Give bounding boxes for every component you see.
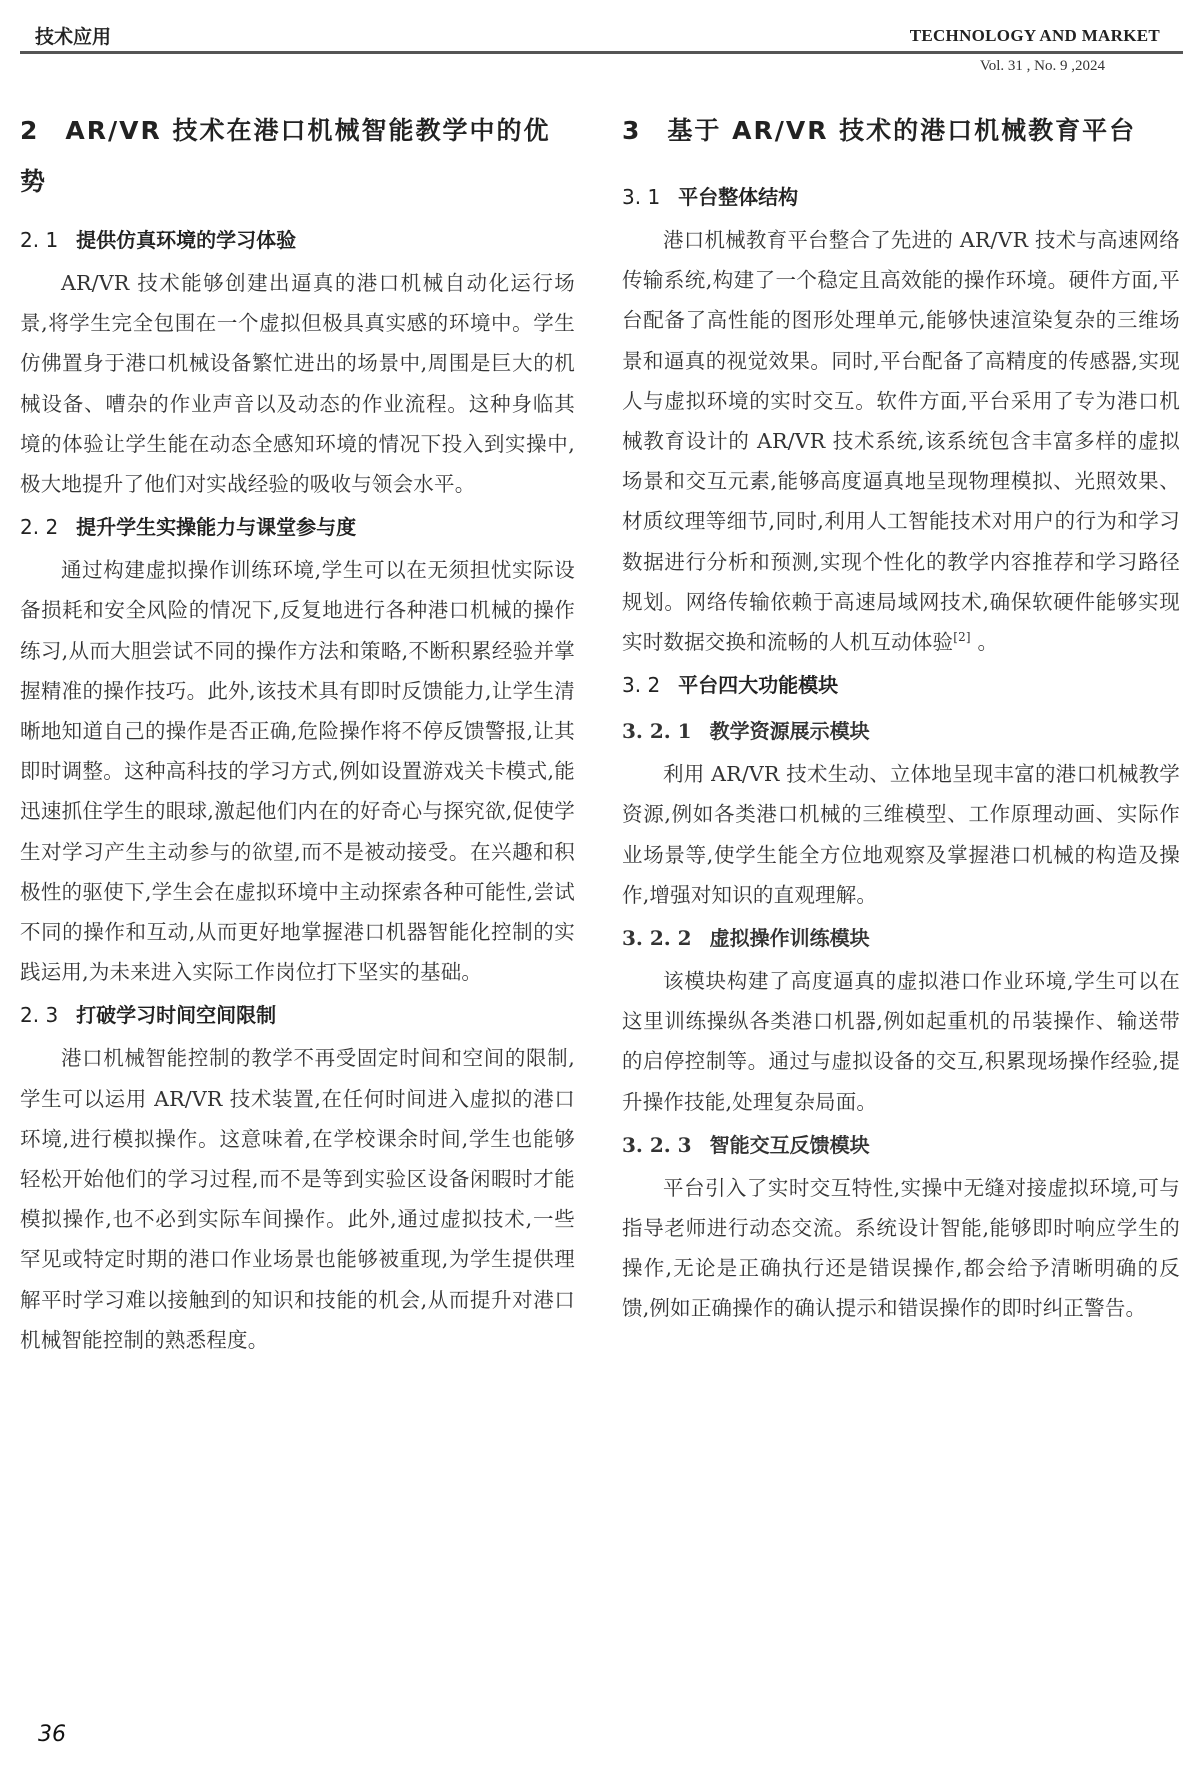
paragraph-3-2-1: 利用 AR/VR 技术生动、立体地呈现丰富的港口机械教学资源,例如各类港口机械的三维模型、工作原理动画、实际作业场景等,使学生能全方位地观察及掌握港口机械的构造及操作,增强对知识的直观理解。 [622,762,1180,907]
paragraph-2-3: 港口机械智能控制的教学不再受固定时间和空间的限制,学生可以运用 AR/VR 技术装置,在任何时间进入虚拟的港口环境,进行模拟操作。这意味着,在学校课余时间,学生也能够轻松开始他们的学习过程,而不是等到实验区设备闲暇时才能模拟操作,也不必到实际车间操作。此外,通过虚拟技术,一些罕见或特定时期的港口作业场景也能够被重现,为学生提供理解平时学习难以接触到的知识和技能的机会,从而提升对港口机械智能控制的熟悉程度。 [20,1046,575,1352]
subsection-number: 3. 1 [622,185,661,209]
section-number: 3 [622,116,642,145]
paragraph-end: 。 [970,630,999,655]
header-volume-info: Vol. 31 , No. 9 ,2024 [979,58,1105,74]
subsubsection-title: 教学资源展示模块 [709,719,870,744]
citation-reference[interactable]: [2] [953,630,971,645]
subsubsection-number: 3. 2. 1 [622,719,692,744]
subsection-2-2-heading [20,504,575,550]
subsection-3-1-heading [622,174,1180,220]
section-title: 基于 AR/VR 技术的港口机械教育平台 [667,116,1137,145]
paragraph-3-1 [622,220,1180,662]
subsection-title: 提供仿真环境的学习体验 [76,228,297,252]
subsection-title: 提升学生实操能力与课堂参与度 [76,515,357,540]
left-column [20,105,575,1360]
subsubsection-title: 虚拟操作训练模块 [709,926,870,951]
subsection-number: 2. 2 [20,515,59,540]
subsection-3-2-heading [622,662,1180,708]
header-journal-title: TECHNOLOGY AND MARKET [909,26,1160,45]
subsubsection-3-2-2-heading [622,915,1180,961]
section-2-heading [20,105,575,207]
subsection-title: 打破学习时间空间限制 [76,1003,277,1028]
subsection-title: 平台整体结构 [678,185,799,209]
paragraph-2-1: AR/VR 技术能够创建出逼真的港口机械自动化运行场景,将学生完全包围在一个虚拟但极具真实感的环境中。学生仿佛置身于港口机械设备繁忙进出的场景中,周围是巨大的机械设备、嘈杂的作业声音以及动态的作业流程。这种身临其境的体验让学生能在动态全感知环境的情况下投入到实操中,极大地提升了他们对实战经验的吸收与领会水平。 [20,271,575,497]
subsection-title: 平台四大功能模块 [678,673,839,698]
paragraph-3-2-2: 该模块构建了高度逼真的虚拟港口作业环境,学生可以在这里训练操纵各类港口机器,例如起重机的吊装操作、输送带的启停控制等。通过与虚拟设备的交互,积累现场操作经验,提升操作技能,处理复杂局面。 [622,969,1180,1114]
subsubsection-number: 3. 2. 2 [622,926,692,951]
subsection-number: 3. 2 [622,673,661,698]
section-title: AR/VR 技术在港口机械智能教学中的优势 [20,116,551,196]
paragraph-3-2-3: 平台引入了实时交互特性,实操中无缝对接虚拟环境,可与指导老师进行动态交流。系统设计智能,能够即时响应学生的操作,无论是正确执行还是错误操作,都会给予清晰明确的反馈,例如正确操作的确认提示和错误操作的即时纠正警告。 [622,1175,1180,1321]
paragraph-text: 港口机械教育平台整合了先进的 AR/VR 技术与高速网络传输系统,构建了一个稳定且高效能的操作环境。硬件方面,平台配备了高性能的图形处理单元,能够快速渲染复杂的三维场景和逼真的视觉效果。同时,平台配备了高精度的传感器,实现人与虚拟环境的实时交互。软件方面,平台采用了专为港口机械教育设计的 AR/VR 技术系统,该系统包含丰富多样的虚拟场景和交互元素,能够高度逼真地呈现物理模拟、光照效果、材质纹理等细节,同时,利用人工智能技术对用户的行为和学习数据进行分析和预测,实现个性化的教学内容推荐和学习路径规划。网络传输依赖于高速局域网技术,确保软硬件能够实现实时数据交换和流畅的人机互动体验 [622,228,1180,655]
subsection-number: 2. 3 [20,1003,59,1028]
right-column [622,105,1180,1329]
section-number: 2 [20,116,40,145]
header-rule-divider [20,51,1183,54]
subsection-number: 2. 1 [20,228,59,252]
page-number: 36 [38,1722,66,1747]
subsection-2-1-heading [20,217,575,263]
subsubsection-3-2-3-heading [622,1122,1180,1168]
header-section-label: 技术应用 [35,26,112,48]
subsubsection-3-2-1-heading [622,708,1180,754]
subsubsection-title: 智能交互反馈模块 [709,1132,870,1157]
subsection-2-3-heading [20,992,575,1038]
subsubsection-number: 3. 2. 3 [622,1132,692,1157]
paragraph-2-2: 通过构建虚拟操作训练环境,学生可以在无须担忧实际设备损耗和安全风险的情况下,反复地进行各种港口机械的操作练习,从而大胆尝试不同的操作方法和策略,不断积累经验并掌握精准的操作技巧。此外,该技术具有即时反馈能力,让学生清晰地知道自己的操作是否正确,危险操作将不停反馈警报,让其即时调整。这种高科技的学习方式,例如设置游戏关卡模式,能迅速抓住学生的眼球,激起他们内在的好奇心与探究欲,促使学生对学习产生主动参与的欲望,而不是被动接受。在兴趣和积极性的驱使下,学生会在虚拟环境中主动探索各种可能性,尝试不同的操作和互动,从而更好地掌握港口机器智能化控制的实践运用,为未来进入实际工作岗位打下坚实的基础。 [20,558,575,985]
section-3-heading [622,105,1180,156]
